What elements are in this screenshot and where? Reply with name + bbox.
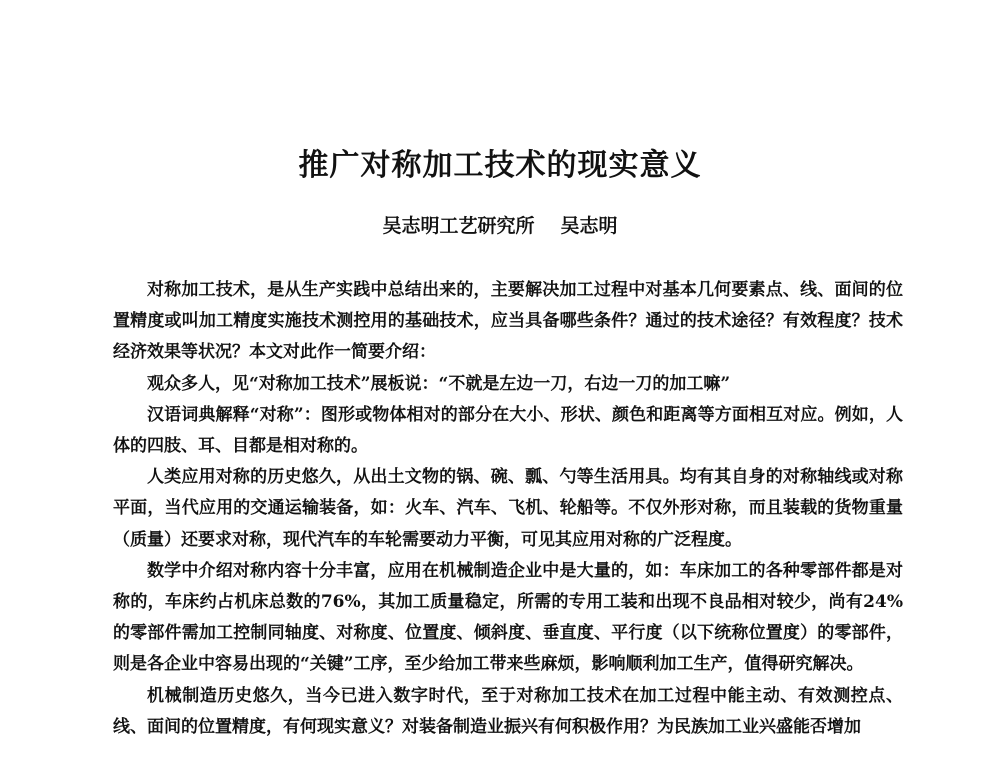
paragraph-visitor-quote: 观众多人，见“对称加工技术”展板说：“不就是左边一刀，右边一刀的加工嘛” bbox=[147, 373, 731, 394]
author-name: 吴志明 bbox=[560, 215, 618, 237]
institute-name: 吴志明工艺研究所 bbox=[382, 215, 535, 237]
paragraph-intro: 对称加工技术，是从生产实践中总结出来的，主要解决加工过程中对基本几何要素点、线、面间的位置精度或叫加工精度实施技术测控用的基础技术，应当具备哪些条件？通过的技术途径？有效程度？技术经济效果等状况？本文对此作一简要介绍： bbox=[113, 280, 903, 363]
paragraph-mathematics: 数学中介绍对称内容十分丰富，应用在机械制造企业中是大量的，如：车床加工的各种零部件都是对称的，车床约占机床总数的76%，其加工质量稳定，所需的专用工装和出现不良品相对较少，尚有24%的零部件需加工控制同轴度、对称度、位置度、倾斜度、垂直度、平行度（以下统称位置度）的零部件，则是各企业中容易出现的“关键”工序，至少给加工带来些麻烦，影响顺利加工生产，值得研究解决。 bbox=[113, 560, 903, 675]
paragraph-dictionary-definition: 汉语词典解释“对称”：图形或物体相对的部分在大小、形状、颜色和距离等方面相互对应。例如，人体的四肢、耳、目都是相对称的。 bbox=[113, 404, 903, 457]
paragraph-modern-meaning: 机械制造历史悠久，当今已进入数字时代，至于对称加工技术在加工过程中能主动、有效测控点、线、面间的位置精度，有何现实意义？对装备制造业振兴有何积极作用？为民族加工业兴盛能否增加 bbox=[113, 685, 903, 737]
paragraph-history: 人类应用对称的历史悠久，从出土文物的锅、碗、瓢、勺等生活用具。均有其自身的对称轴线或对称平面，当代应用的交通运输装备，如：火车、汽车、飞机、轮船等。不仅外形对称，而且装载的货物重量（质量）还要求对称，现代汽车的车轮需要动力平衡，可见其应用对称的广泛程度。 bbox=[113, 467, 903, 550]
document-title: 推广对称加工技术的现实意义 bbox=[298, 148, 702, 183]
article-body bbox=[113, 275, 903, 743]
byline bbox=[0, 211, 1000, 238]
